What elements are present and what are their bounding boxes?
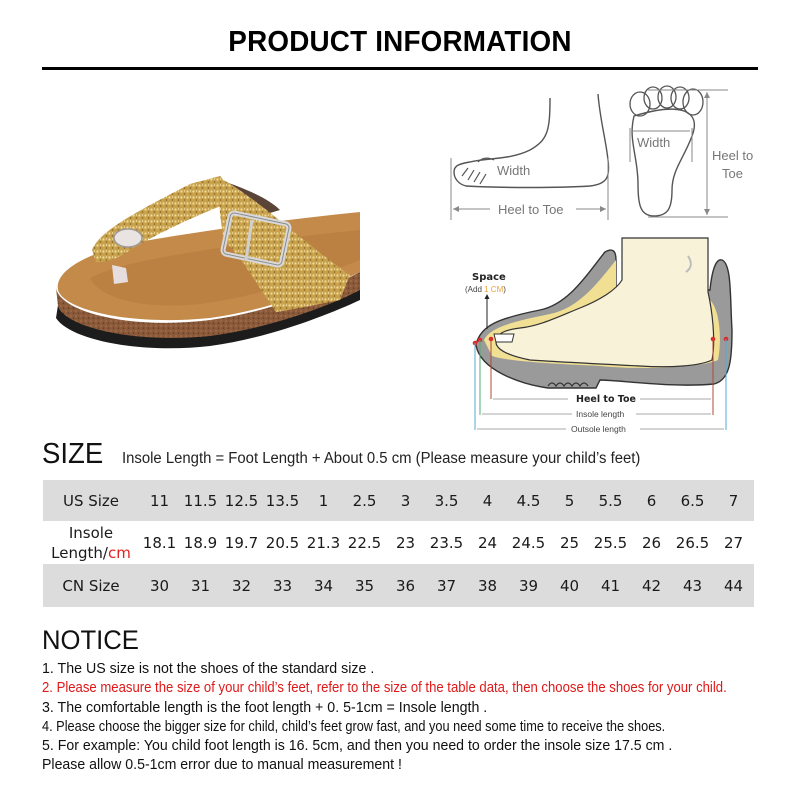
table-cell: 39 [518,576,539,595]
table-cell: 33 [272,576,293,595]
heel-to-toe-label: Heel to Toe [576,394,636,405]
table-cell: 24 [477,533,498,552]
title-divider [42,67,758,70]
sole-heel-to-toe-label-2: Toe [722,166,743,181]
insole-length-label: Insole length [576,409,625,419]
table-cell: 26.5 [675,533,710,552]
table-cell: 31 [190,576,211,595]
table-cell: 25 [559,533,580,552]
product-image-sandal [30,100,360,360]
table-cell: 26 [641,533,662,552]
table-cell: 4 [482,491,493,510]
table-cell: 18.9 [183,533,218,552]
table-cell: 24.5 [511,533,546,552]
table-cell: 6 [646,491,657,510]
table-cell: 13.5 [265,491,300,510]
notice-heading: NOTICE [42,625,139,655]
page-title: PRODUCT INFORMATION [228,26,572,58]
unit-cm: cm [107,543,131,562]
table-cell: 22.5 [347,533,382,552]
row-header-insole-length: Insole Length/cm [51,523,131,562]
table-cell: 25.5 [593,533,628,552]
table-cell: 20.5 [265,533,300,552]
row-header-us-size: US Size [62,491,120,510]
side-width-label: Width [497,163,531,178]
table-cell: 37 [436,576,457,595]
table-cell: 41 [600,576,621,595]
notice-item-6: Please allow 0.5-1cm error due to manual measurement ! [42,757,402,774]
notice-item-2: 2. Please measure the size of your child’s feet, refer to the size of the table data, then choose the shoes for your child. [42,680,727,697]
table-row-us-size [43,480,754,521]
notice-item-3: 3. The comfortable length is the foot length + 0. 5-1cm = Insole length . [42,699,488,716]
table-cell: 23.5 [429,533,464,552]
table-cell: 35 [354,576,375,595]
table-cell: 21.3 [306,533,341,552]
table-cell: 44 [723,576,744,595]
table-cell: 7 [728,491,739,510]
table-cell: 11 [149,491,170,510]
notice-list [42,660,792,776]
table-cell: 18.1 [142,533,177,552]
table-cell: 6.5 [680,491,705,510]
table-cell: 23 [395,533,416,552]
table-cell: 38 [477,576,498,595]
notice-item-5: 5. For example: You child foot length is 16. 5cm, and then you need to order the insole size 17.5 cm . [42,738,673,755]
table-cell: 27 [723,533,744,552]
size-chart-table [43,480,754,607]
outsole-length-label: Outsole length [571,424,626,434]
size-formula-note: Insole Length = Foot Length + About 0.5 cm (Please measure your child’s feet) [122,450,641,467]
side-heel-to-toe-label: Heel to Toe [498,202,564,217]
table-cell: 5 [564,491,575,510]
space-label: Space [472,272,506,283]
table-cell: 34 [313,576,334,595]
table-cell: 3.5 [434,491,459,510]
table-cell: 42 [641,576,662,595]
size-heading: SIZE [42,438,104,470]
table-cell: 40 [559,576,580,595]
table-row-insole-length [43,521,754,564]
notice-item-1: 1. The US size is not the shoes of the standard size . [42,661,375,677]
sole-width-label: Width [637,135,671,150]
row-header-cn-size: CN Size [62,576,120,595]
space-sub-label: (Add 1 CM) [465,285,506,294]
notice-item-4: 4. Please choose the bigger size for child, child’s feet grow fast, and you need some time to receive the shoes. [42,718,666,735]
sole-heel-to-toe-label-1: Heel to [712,148,754,163]
table-row-cn-size [43,564,754,607]
table-cell: 43 [682,576,703,595]
table-cell: 36 [395,576,416,595]
foot-measurement-diagram [440,80,800,230]
table-cell: 30 [149,576,170,595]
table-cell: 4.5 [516,491,541,510]
shoe-fit-diagram [440,230,800,440]
table-cell: 2.5 [352,491,377,510]
table-cell: 11.5 [183,491,218,510]
table-cell: 32 [231,576,252,595]
table-cell: 3 [400,491,411,510]
table-cell: 5.5 [598,491,623,510]
table-cell: 1 [318,491,329,510]
table-cell: 12.5 [224,491,259,510]
table-cell: 19.7 [224,533,259,552]
